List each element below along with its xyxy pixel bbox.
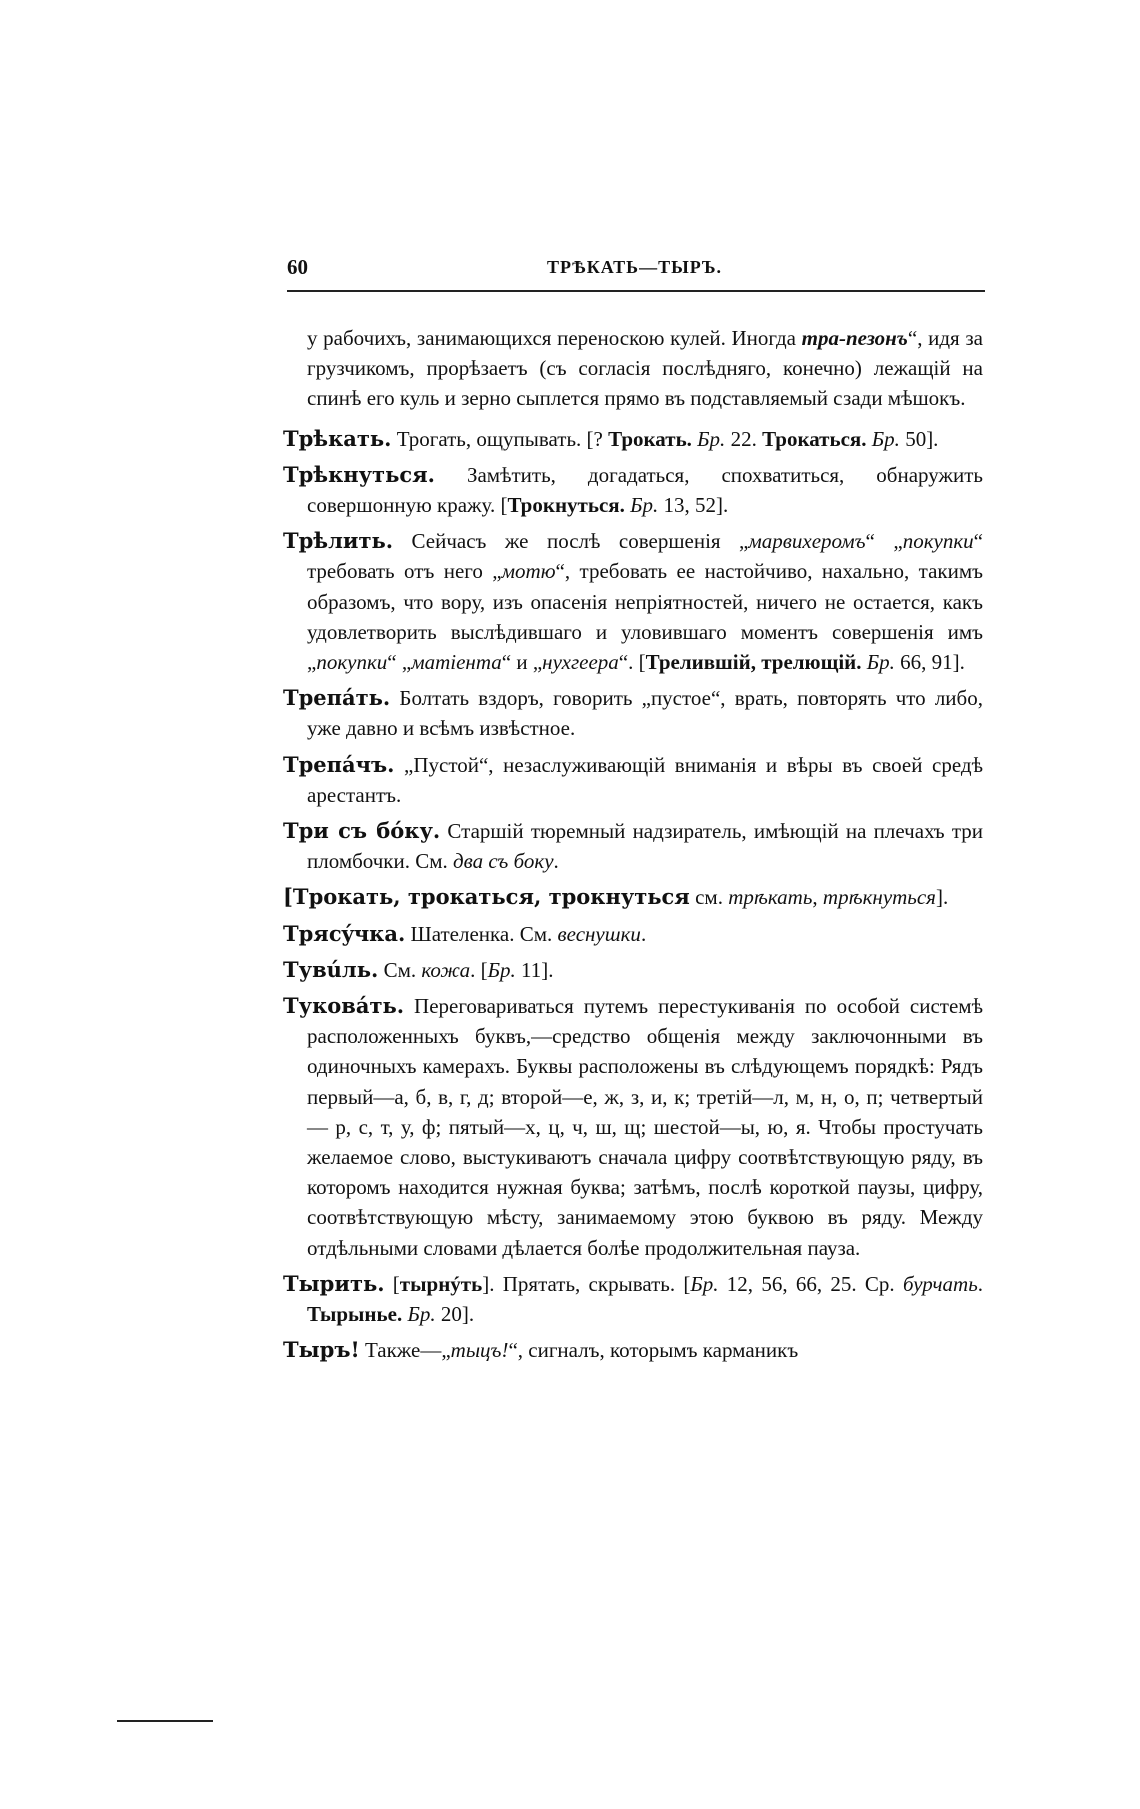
entry-tukovat: Туковáть. Переговариваться путемъ перестукиванія по особой системѣ расположенныхъ буквъ,—средство общенія между заключонными въ одиночныхъ камерахъ. Буквы расположены въ слѣдующемъ порядкѣ: Рядъ первый—а, б, в, г, д; второй—е, ж, з, и, к; третій—л, м, н, о, п; четвертый — р, с, т, у, ф; пятый—х, ц, ч, ш, щ; шестой—ы, ю, я. Чтобы простучать желаемое слово, выстукиваютъ сначала цифру соотвѣтствующую ряду, въ которомъ находится нужная буква; затѣмъ, послѣ короткой паузы, цифру, соотвѣтствующую мѣсту, занимаемому этою буквою въ ряду. Между отдѣльными словами дѣлается болѣе продолжительная пауза. (283, 993, 983, 1260)
entry-trokat: [Трокать, трокаться, трокнуться см. трѣкать, трѣкнуться]. (283, 884, 949, 910)
entry-trelit: Трѣлить. Сейчасъ же послѣ совершенія „марвихеромъ“ „покупки“ требовать отъ него „мотю“, требовать ее настойчиво, нахально, такимъ образомъ, что вору, изъ опасенія непріятностей, ничего не остается, какъ удовлетворить выслѣдившаго и уловившаго моментъ совершенія имъ „покупки“ „матіента“ и „нухгеера“. [Трелившій, трелющій. Бр. 66, 91]. (283, 528, 984, 675)
running-title: ТРѢКАТЬ—ТЫРЪ. (546, 257, 723, 277)
entry-tyr: Тыръ! Также—„тыцъ!“, сигналъ, которымъ карманикъ (283, 1337, 799, 1363)
headword: Три съ бóку. (283, 818, 441, 844)
headword: Тырить. (283, 1270, 385, 1296)
headword: Трѣлить. (283, 528, 394, 554)
page-header (287, 255, 982, 285)
entry-continuation: у рабочихъ, занимающихся переноскою кулей. Иногда тра-пезонъ“, идя за грузчикомъ, прорѣзаетъ (съ согласія послѣдняго, конечно) лежащій на спинѣ его куль и зерно сыплется прямо въ подставляемый сзади мѣшокъ. (307, 326, 983, 411)
headword: Трѣкнуться. (283, 461, 435, 487)
dictionary-text (283, 323, 983, 1372)
headword: Трепáть. (283, 685, 391, 711)
headword: Трѣкать. (283, 425, 392, 451)
entry-tri-s-boku: Три съ бóку. Старшій тюремный надзиратель, имѣющій на плечахъ три пломбочки. См. два съ боку. (283, 818, 983, 874)
entry-trekat: Трѣкать. Трогать, ощупывать. [? Трокать. Бр. 22. Трокаться. Бр. 50]. (283, 425, 939, 451)
entry-tryasuchka: Трясýчка. Шателенка. См. веснушки. (283, 920, 647, 946)
entry-treknutsya: Трѣкнуться. Замѣтить, догадаться, спохватиться, обнаружить совершонную кражу. [Трокнуться. Бр. 13, 52]. (283, 461, 983, 518)
headword: Трясýчка. (283, 920, 406, 946)
headword: Туковáть. (283, 993, 405, 1019)
entry-trepat: Трепáть. Болтать вздоръ, говорить „пустое“, врать, повторять что либо, уже давно и всѣмъ извѣстное. (283, 685, 983, 741)
entry-trepach: Трепáчъ. „Пустой“, незаслуживающій вниманія и вѣры въ своей средѣ арестантъ. (283, 751, 983, 807)
page-number: 60 (287, 255, 308, 279)
entry-tuvil: Тувúль. См. кожа. [Бр. 11]. (283, 956, 554, 982)
entry-tyrit: Тырить. [тырнýть]. Прятать, скрывать. [Бр. 12, 56, 66, 25. Ср. бурчать. Тырынье. Бр. 20]. (283, 1270, 983, 1327)
header-rule (287, 290, 985, 292)
footer-rule (117, 1720, 213, 1722)
headword: [Трокать, трокаться, трокнуться (283, 884, 690, 910)
headword: Тыръ! (283, 1337, 360, 1363)
headword: Трепáчъ. (283, 751, 395, 777)
headword: Тувúль. (283, 956, 379, 982)
